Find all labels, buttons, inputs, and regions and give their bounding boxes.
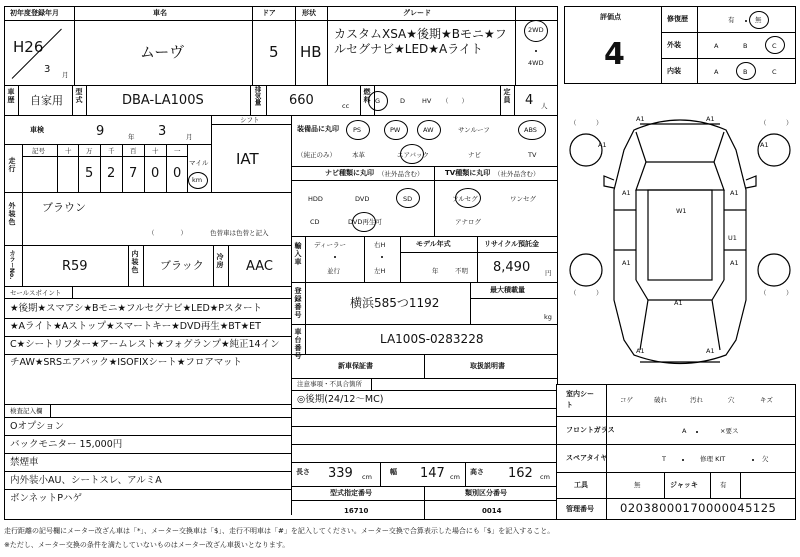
grade-value: カスタムXSA★後期★Bモニ★フルセグナビ★LED★Aライト xyxy=(334,27,507,56)
wheel-fr-blank: （ ） xyxy=(760,119,793,127)
diagram-mark: A1 xyxy=(730,259,739,267)
drive-2wd: 2WD xyxy=(528,26,544,34)
tv-label-note: （社外品含む） xyxy=(494,170,540,178)
sales-point-line: ★Aライト★Aストップ★スマートキー★DVD再生★BT★ET xyxy=(10,321,261,332)
height-unit: cm xyxy=(540,473,550,481)
sales-point-line: ★後期★スマアシ★Bモニ★フルセグナビ★LED★Pスタート xyxy=(10,303,263,314)
category-label: 類別区分番号 xyxy=(465,489,507,497)
footer-line-1: 走行距離の記号欄にメーター改ざん車は「*」、メーター交換車は「$」、走行不明車は「#」を記入してください。メーター交換で合算表示した場合にも「$」を記入すること。 xyxy=(4,527,555,535)
diagram-mark: A1 xyxy=(622,189,631,197)
wheel-rr-blank: （ ） xyxy=(760,289,793,297)
sales-point-line: チAW★SRSエアバック★ISOFIXシート★フロアマット xyxy=(10,357,243,368)
shift-label: シフト xyxy=(240,116,260,124)
diagram-mark: A1 xyxy=(730,189,739,197)
car-name-label: 車名 xyxy=(153,9,167,17)
reg-year: H26 xyxy=(13,38,44,56)
digit-header-1: 万 xyxy=(86,147,93,155)
recycle-label: リサイクル預託金 xyxy=(484,240,540,248)
mileage-digit: 5 xyxy=(85,166,94,181)
color-no-value: R59 xyxy=(62,259,88,274)
import-left-h: 左H xyxy=(374,267,386,275)
type-cert-value: 16710 xyxy=(344,507,369,515)
navi-dvd: DVD xyxy=(355,195,370,203)
inspection-month-unit: 月 xyxy=(186,133,193,141)
seat-item: 破れ xyxy=(654,396,667,404)
repair-yes: 有 xyxy=(728,16,735,24)
capacity-unit: 人 xyxy=(541,102,548,110)
diagram-mark: A1 xyxy=(636,115,645,123)
management-label: 管理番号 xyxy=(566,505,594,513)
digit-header-4: 十 xyxy=(152,147,159,155)
shape-label: 形状 xyxy=(302,9,316,17)
exterior-grade-b: B xyxy=(743,42,748,50)
model-label: 型式 xyxy=(75,88,83,104)
equipment-ps: PS xyxy=(353,126,362,134)
interior-grade-b: B xyxy=(743,68,748,76)
doors-label: ドア xyxy=(262,9,276,17)
interior-grade-label: 内装 xyxy=(667,67,681,75)
max-load-label: 最大積載量 xyxy=(490,286,525,294)
color-no-label: カラーNo. xyxy=(8,250,15,280)
jack-value: 有 xyxy=(720,481,727,489)
interior-color-label: 内装色 xyxy=(131,250,139,274)
mileage-label: 走行 xyxy=(8,157,16,173)
interior-grade-a: A xyxy=(714,68,719,76)
footer-line-2: ※ただし、メーター交換の条件を満たしていないものはメーター改ざん車扱いとなります。 xyxy=(4,541,290,549)
diagram-mark: A1 xyxy=(706,347,715,355)
inspector-note-line: 内外装小AU、シートスレ、アルミA xyxy=(10,475,162,486)
interior-color-value: ブラック xyxy=(160,259,204,272)
windshield-x: ×要ス xyxy=(720,427,739,435)
fuel-paren: （ ） xyxy=(442,97,468,105)
usage-value: 自家用 xyxy=(30,94,63,107)
type-cert-label: 型式指定番号 xyxy=(330,489,372,497)
equipment-navi: ナビ xyxy=(468,151,481,159)
management-value: 02038000170000045125 xyxy=(620,501,777,515)
tv-label: TV種類に丸印 xyxy=(445,169,491,177)
equipment-abs: ABS xyxy=(524,126,537,134)
warranty-label: 新車保証書 xyxy=(338,362,373,370)
displacement-value: 660 xyxy=(289,93,314,108)
windshield-a: A xyxy=(682,427,687,435)
recycle-unit: 円 xyxy=(545,269,552,277)
diagram-mark: A1 xyxy=(706,115,715,123)
equipment-airbag: エアバック xyxy=(397,151,429,159)
km-label: km xyxy=(192,176,203,184)
diagram-mark: A1 xyxy=(636,347,645,355)
navi-cd: CD xyxy=(310,218,320,226)
seat-item: 穴 xyxy=(728,396,735,404)
notes-text: ◎後期(24/12〜MC) xyxy=(297,394,384,405)
spare-tire-none: 欠 xyxy=(762,455,769,463)
wheel-fl-blank: （ ） xyxy=(570,119,603,127)
capacity-label: 定員 xyxy=(503,88,511,104)
navi-dvd-play: DVD再生可 xyxy=(348,218,382,226)
wheel-rl-blank: （ ） xyxy=(570,289,603,297)
manual-label: 取扱説明書 xyxy=(470,362,505,370)
equipment-label: 装備品に丸印 xyxy=(297,125,339,133)
registration-number: 横浜585つ1192 xyxy=(350,296,440,310)
diagram-mark-u1: U1 xyxy=(728,234,737,242)
jack-label: ジャッキ xyxy=(670,481,698,489)
seat-item: コゲ xyxy=(620,396,633,404)
model-year-label: モデル年式 xyxy=(416,240,451,248)
diagram-mark: A1 xyxy=(760,141,769,149)
reg-month: 3 xyxy=(44,64,51,75)
equipment-sunroof: サンルーフ xyxy=(458,126,490,134)
navi-hdd: HDD xyxy=(308,195,323,203)
frame-number: LA100S-0283228 xyxy=(380,332,484,346)
height-label: 高さ xyxy=(470,468,484,476)
fuel-label: 燃料 xyxy=(363,88,371,104)
import-label: 輸入車 xyxy=(294,242,302,266)
ac-value: AAC xyxy=(246,259,273,274)
seat-item: 汚れ xyxy=(690,396,703,404)
inspector-note-line: Oオプション xyxy=(10,421,65,432)
sales-points-label: セールスポイント xyxy=(10,289,62,297)
length-label: 長さ xyxy=(296,468,310,476)
reg-month-unit: 月 xyxy=(62,71,69,79)
inspector-note-line: バックモニター 15,000円 xyxy=(10,439,123,450)
mileage-digit: 7 xyxy=(129,166,138,181)
doors-value: 5 xyxy=(269,43,279,61)
digit-header-2: 千 xyxy=(108,147,115,155)
exterior-color-label: 外装色 xyxy=(8,202,16,226)
equipment-sublabel: （純正のみ） xyxy=(297,151,336,159)
inspection-month: 3 xyxy=(158,124,167,139)
inspector-note-line: ボンネットPハゲ xyxy=(10,493,82,504)
mileage-symbol-label: 記号 xyxy=(32,147,45,155)
ac-label: 冷房 xyxy=(216,253,224,269)
inspector-notes-label: 検査記入欄 xyxy=(10,407,43,415)
shape-value: HB xyxy=(300,43,322,61)
equipment-aw: AW xyxy=(423,126,434,134)
spare-tire-label: スペアタイヤ xyxy=(566,454,608,462)
import-right-h: 右H xyxy=(374,241,386,249)
sales-point-line: C★シートリフター★アームレスト★フォグランプ★純正14イン xyxy=(10,339,280,350)
spare-tire-t: T xyxy=(662,455,666,463)
exterior-grade-c: C xyxy=(772,42,777,50)
capacity-value: 4 xyxy=(525,93,534,108)
grade-label: グレード xyxy=(403,9,431,17)
category-value: 0014 xyxy=(482,507,502,515)
mileage-digit: 0 xyxy=(173,166,182,181)
exterior-color-paren: （ ） xyxy=(148,229,187,237)
tv-fullseg: フルセグ xyxy=(452,195,478,203)
repair-no: 無 xyxy=(755,16,762,24)
digit-header-0: 十 xyxy=(65,147,72,155)
exterior-grade-a: A xyxy=(714,42,719,50)
repair-label: 修復歴 xyxy=(667,15,688,23)
max-load-unit: kg xyxy=(544,313,552,321)
spare-tire-kit: 修理 KIT xyxy=(700,455,726,463)
model-value: DBA-LA100S xyxy=(122,93,204,108)
car-name: ムーヴ xyxy=(140,43,185,61)
diagram-mark: A1 xyxy=(598,141,607,149)
drive-4wd: 4WD xyxy=(528,59,544,67)
height-value: 162 xyxy=(508,466,533,481)
first-reg-label: 初年度登録年月 xyxy=(10,9,59,17)
displacement-label: 排気量 xyxy=(253,86,262,106)
length-unit: cm xyxy=(362,473,372,481)
equipment-tv: TV xyxy=(528,151,537,159)
score-label: 評価点 xyxy=(600,13,621,21)
navi-label: ナビ種類に丸印 xyxy=(325,169,374,177)
model-year-value: 不明 xyxy=(455,267,468,275)
import-dealer: ディーラー xyxy=(314,241,346,249)
fuel-d: D xyxy=(400,97,406,105)
digit-header-3: 百 xyxy=(130,147,137,155)
tv-analog: アナログ xyxy=(455,218,481,226)
mile-label: マイル xyxy=(189,159,209,167)
seat-item: キズ xyxy=(760,396,773,404)
tv-oneseg: ワンセグ xyxy=(510,195,536,203)
navi-label-note: （社外品含む） xyxy=(378,170,424,178)
fuel-hv: HV xyxy=(422,97,432,105)
frame-label: 車台番号 xyxy=(294,328,302,360)
equipment-leather: 本革 xyxy=(352,151,365,159)
score-value: 4 xyxy=(604,37,625,72)
inspection-year: 9 xyxy=(96,124,105,139)
shift-value: IAT xyxy=(236,150,259,168)
inspection-label: 車検 xyxy=(30,126,44,134)
width-label: 幅 xyxy=(390,468,397,476)
mileage-digit: 0 xyxy=(151,166,160,181)
diagram-mark: A1 xyxy=(674,299,683,307)
fuel-g: G xyxy=(375,97,381,105)
recycle-value: 8,490 xyxy=(493,260,531,275)
interior-grade-c: C xyxy=(772,68,777,76)
inspection-year-unit: 年 xyxy=(128,133,135,141)
model-year-unit: 年 xyxy=(432,267,439,275)
import-parallel: 並行 xyxy=(327,267,340,275)
interior-seat-label: 室内シート xyxy=(566,390,594,409)
length-value: 339 xyxy=(328,466,353,481)
exterior-color-value: ブラウン xyxy=(42,201,86,214)
cc-unit: cc xyxy=(342,102,350,110)
diagram-mark-w1: W1 xyxy=(676,207,687,215)
mileage-digit: 2 xyxy=(107,166,116,181)
exterior-color-note: 色替車は色替と記入 xyxy=(210,229,269,237)
diagram-mark: A1 xyxy=(622,259,631,267)
equipment-pw: PW xyxy=(390,126,401,134)
width-value: 147 xyxy=(420,466,445,481)
notes-label: 注意事項・不具合箇所 xyxy=(297,380,362,388)
inspector-note-line: 禁煙車 xyxy=(10,457,39,468)
digit-header-5: 一 xyxy=(174,147,181,155)
windshield-label: フロントガラス xyxy=(566,426,615,434)
tools-label: 工具 xyxy=(574,481,588,489)
usage-label: 車歴 xyxy=(7,88,15,104)
navi-sd: SD xyxy=(403,195,413,203)
width-unit: cm xyxy=(450,473,460,481)
tools-value: 無 xyxy=(634,481,641,489)
exterior-grade-label: 外装 xyxy=(667,41,681,49)
registration-label: 登録番号 xyxy=(294,287,302,319)
